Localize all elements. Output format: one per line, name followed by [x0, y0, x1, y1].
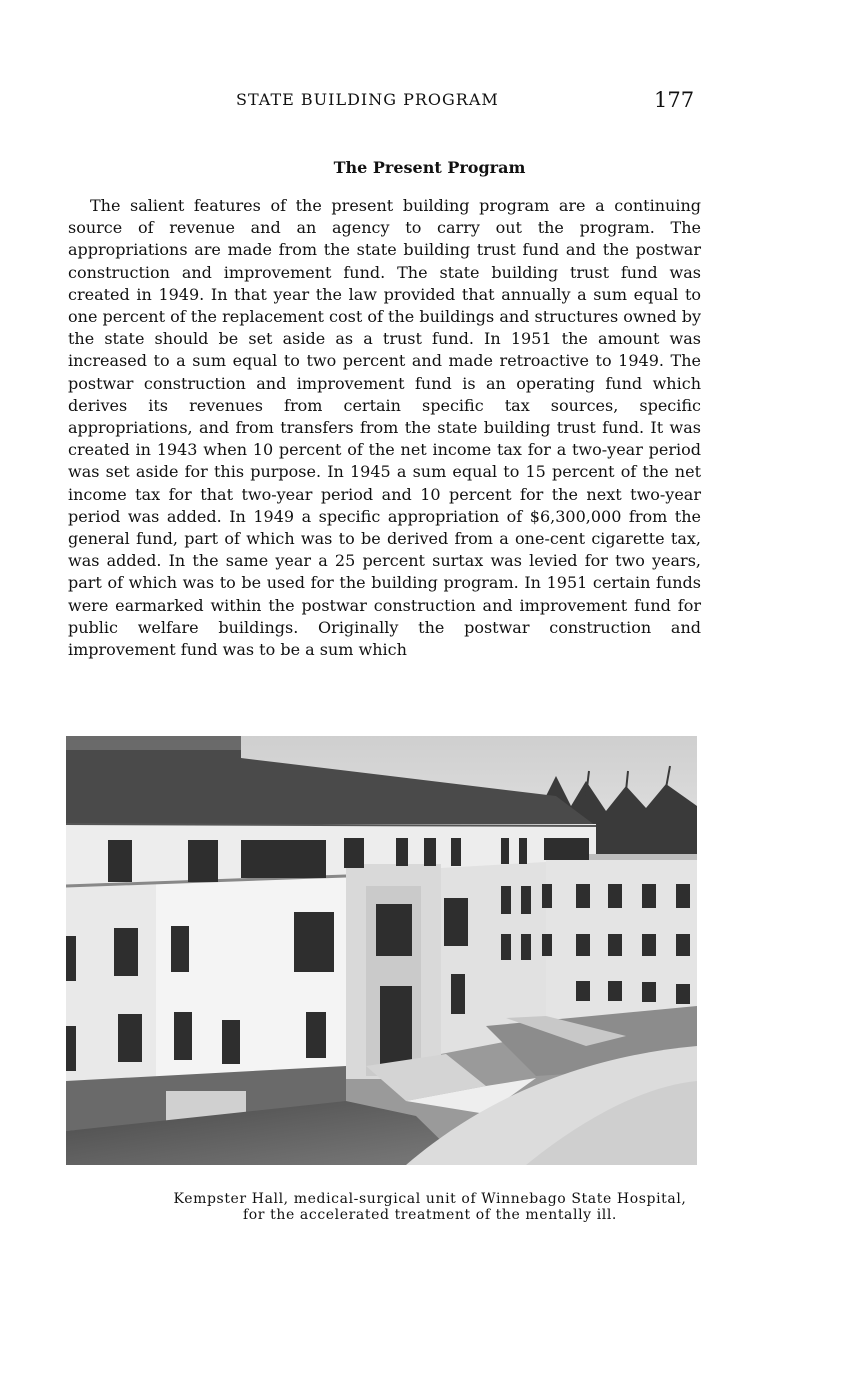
building-photograph: [66, 736, 697, 1165]
caption-line-1: Kempster Hall, medical-surgical unit of Winnebago State Hospital,: [173, 1191, 687, 1207]
running-title: STATE BUILDING PROGRAM: [236, 90, 499, 109]
body-paragraph: The salient features of the present building program are a continuing source of revenue and an agency to carry out the program. The appropriations are made from the state building trust fund and the postwar construction and improvement fund. The state building trust fund was created in 1949. In that year the law provided that annually a sum equal to one percent of the replacement cost of the buildings and structures owned by the state should be set aside as a trust fund. In 1951 the amount was increased to a sum equal to two percent and made retroactive to 1949. The postwar construction and improvement fund is an operating fund which derives its revenues from certain specific tax sources, specific appropriations, and from transfers from the state building trust fund. It was created in 1943 when 10 percent of the net income tax for a two-year period was set aside for this purpose. In 1945 a sum equal to 15 percent of the net income tax for that two-year period and 10 percent for the next two-year period was added. In 1949 a specific appropriation of $6,300,000 from the general fund, part of which was to be derived from a one-cent cigarette tax, was added. In the same year a 25 percent surtax was levied for two years, part of which was to be used for the building program. In 1951 certain funds were earmarked within the postwar construction and improvement fund for public welfare buildings. Originally the postwar construction and improvement fund was to be a sum which: [68, 196, 701, 660]
running-head: [0, 90, 859, 114]
page-number: 177: [654, 88, 695, 112]
caption-line-2: for the accelerated treatment of the mentally ill.: [243, 1207, 617, 1223]
section-heading: The Present Program: [333, 158, 526, 177]
figure-caption: [60, 1191, 800, 1223]
building-photo-illustration: [66, 736, 697, 1165]
